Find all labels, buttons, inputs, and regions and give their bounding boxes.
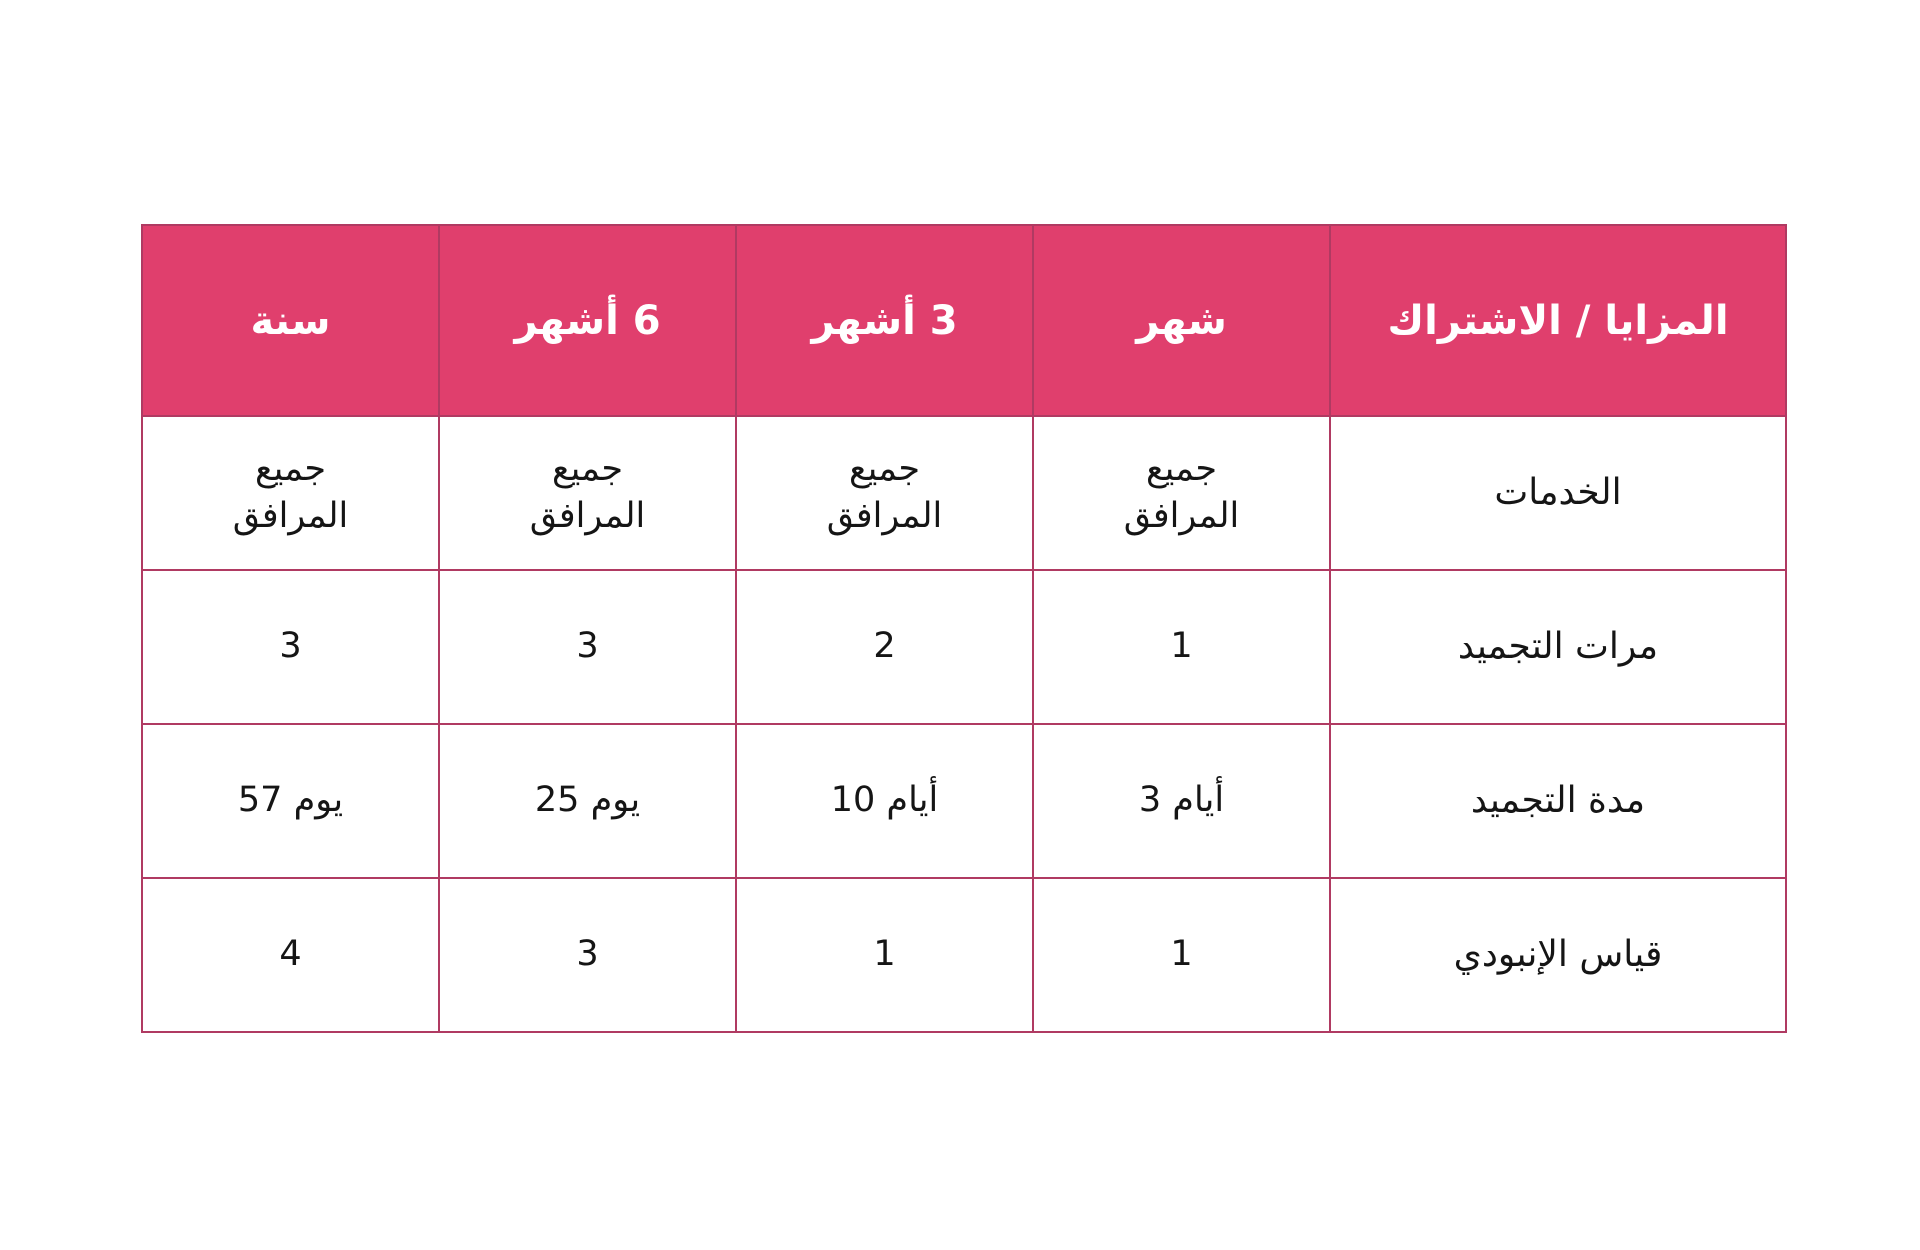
table-row-freeze-count (142, 570, 1786, 724)
row-label-inbody: قياس الإنبودي (1330, 878, 1786, 1032)
row-label-freeze-duration: مدة التجميد (1330, 724, 1786, 878)
cell-text: جميع المرافق (529, 448, 646, 536)
header-plan-3-months: 3 أشهر (736, 225, 1033, 416)
table-body (142, 416, 1786, 1032)
cell-freeze-count-year: 3 (142, 570, 439, 724)
cell-services-3-months (736, 416, 1033, 570)
cell-freeze-duration-6-months: يوم 25 (439, 724, 736, 878)
table-row-freeze-duration (142, 724, 1786, 878)
cell-freeze-count-3-months: 2 (736, 570, 1033, 724)
cell-services-6-months (439, 416, 736, 570)
cell-inbody-year: 4 (142, 878, 439, 1032)
table-row-services (142, 416, 1786, 570)
cell-text: جميع المرافق (232, 448, 349, 536)
table-header (142, 225, 1786, 416)
cell-services-year (142, 416, 439, 570)
cell-text: جميع المرافق (1123, 448, 1240, 536)
cell-freeze-duration-month: أيام 3 (1033, 724, 1330, 878)
cell-freeze-count-month: 1 (1033, 570, 1330, 724)
header-row (142, 225, 1786, 416)
cell-inbody-6-months: 3 (439, 878, 736, 1032)
cell-freeze-count-6-months: 3 (439, 570, 736, 724)
header-plan-month: شهر (1033, 225, 1330, 416)
cell-inbody-3-months: 1 (736, 878, 1033, 1032)
row-label-freeze-count: مرات التجميد (1330, 570, 1786, 724)
cell-inbody-month: 1 (1033, 878, 1330, 1032)
header-features-subscription: المزايا / الاشتراك (1330, 225, 1786, 416)
cell-freeze-duration-year: يوم 57 (142, 724, 439, 878)
cell-freeze-duration-3-months: أيام 10 (736, 724, 1033, 878)
header-plan-6-months: 6 أشهر (439, 225, 736, 416)
header-plan-year: سنة (142, 225, 439, 416)
cell-services-month (1033, 416, 1330, 570)
cell-text: جميع المرافق (826, 448, 943, 536)
table-row-inbody (142, 878, 1786, 1032)
subscription-comparison-table-container (141, 224, 1785, 1033)
row-label-services: الخدمات (1330, 416, 1786, 570)
subscription-comparison-table (141, 224, 1787, 1033)
